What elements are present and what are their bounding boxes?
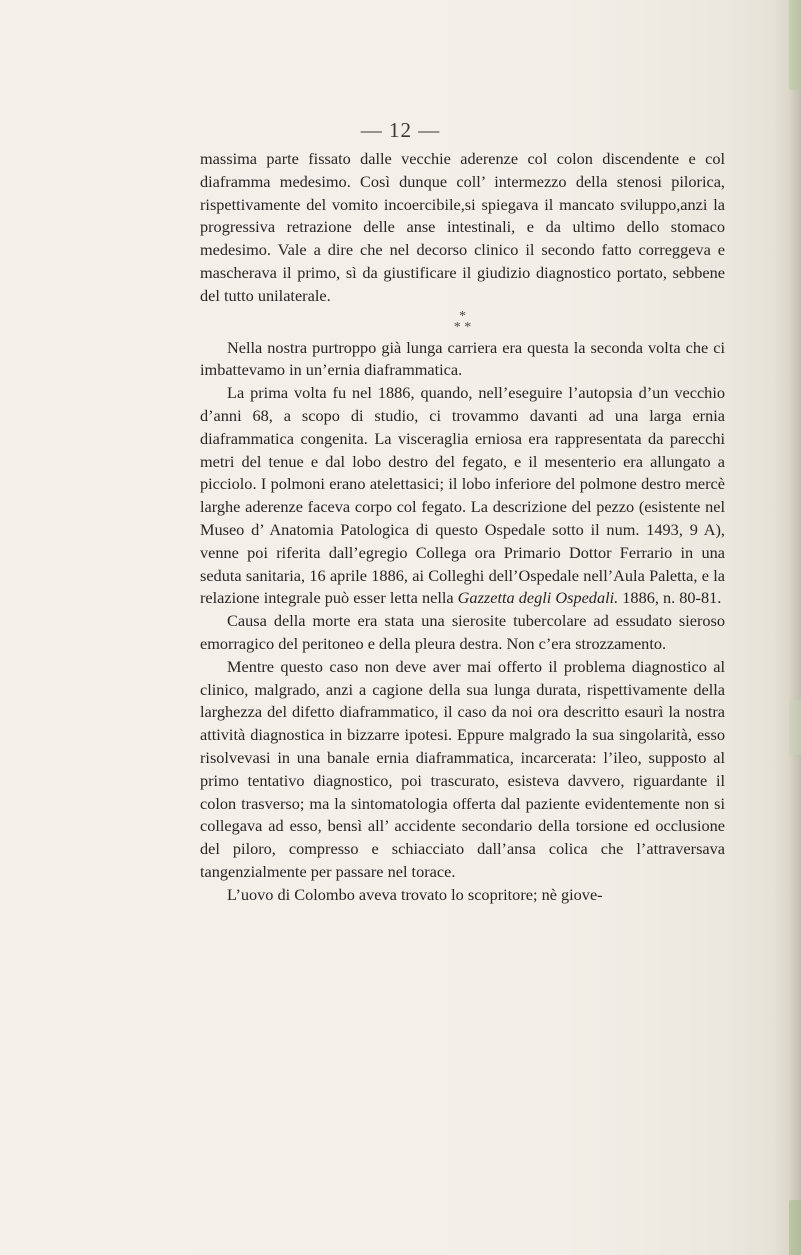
paragraph-5: Mentre questo caso non deve aver mai offerto il problema diagnostico al clinico, malgrado, anzi a cagione della sua lunga durata, rispettivamente della larghezza del difetto diaframmatico, il caso da noi ora descritto esaurì la nostra attività diagnostica in bizzarre ipotesi. Eppure malgrado la sua singolarità, esso risolvevasi in una banale ernia diaframmatica, incarcerata: l’ileo, supposto al primo tentativo diagnostico, poi trascurato, esisteva davvero, riguardante il colon trasverso; ma la sintomatologia offerta dal paziente evidentemente non si collegava ad esso, bensì all’ accidente secondario della torsione ed occlusione del piloro, compresso e schiacciato dall’ansa colica che l’attraversava tangenzialmente per passare nel torace. xyxy=(200,656,725,881)
page-number: — 12 — xyxy=(360,118,441,142)
paragraph-2: Nella nostra purtroppo già lunga carriera era questa la seconda volta che ci imbattevamo in un’ernia diaframmatica. xyxy=(200,337,725,380)
paragraph-3-citation: 1886, n. 80-81. xyxy=(618,588,722,608)
paragraph-4: Causa della morte era stata una sierosite tubercolare ad essudato sieroso emorragico del peritoneo e della pleura destra. Non c’era strozzamento. xyxy=(200,611,725,653)
page-edge-shadow xyxy=(771,0,801,1255)
paragraph-3-text: La prima volta fu nel 1886, quando, nell’eseguire l’autopsia d’un vecchio d’anni 68, a scopo di studio, ci trovammo davanti ad una larga ernia diaframmatica congenita. La visceraglia erniosa era rappresentata da parecchi metri del tenue e dal lobo destro del fegato, e il mesenterio era allungato a picciolo. I polmoni erano atelettasici; il lobo inferiore del polmone destro mercè larghe aderenze faceva corpo col fegato. La descrizione del pezzo (esistente nel Museo d’ Anatomia Patologica di questo Ospedale sotto il num. 1493, 9 A), venne poi riferita dall’egregio Collega ora Primario Dottor Ferrario in una seduta sanitaria, 16 aprile 1886, ai Colleghi dell’Ospedale nell’Aula Paletta, e la relazione integrale può esser letta nella xyxy=(200,383,725,608)
asterism-bottom: * * xyxy=(453,319,472,335)
section-asterism xyxy=(200,308,725,335)
page-edge-stain-top xyxy=(789,0,801,90)
paragraph-3 xyxy=(200,382,725,610)
body-text xyxy=(200,148,725,907)
paragraph-1: massima parte fissato dalle vecchie aderenze col colon discendente e col diaframma medesimo. Così dunque coll’ intermezzo della stenosi pilorica, rispettivamente del vomito incoercibile,si spiegava il mancato sviluppo,anzi la progressiva retrazione delle anse intestinali, e da ultimo dello stomaco medesimo. Vale a dire che nel decorso clinico il secondo fatto correggeva e mascherava il primo, sì da giustificare il giudizio diagnostico portato, sebbene del tutto unilaterale. xyxy=(200,149,725,305)
page-edge-stain-middle xyxy=(789,700,801,755)
page-edge-stain-bottom xyxy=(789,1200,801,1255)
journal-title: Gazzetta degli Ospedali. xyxy=(457,588,619,608)
paragraph-6: L’uovo di Colombo aveva trovato lo scopritore; nè giove- xyxy=(227,884,603,904)
asterism-top: * xyxy=(459,308,466,324)
